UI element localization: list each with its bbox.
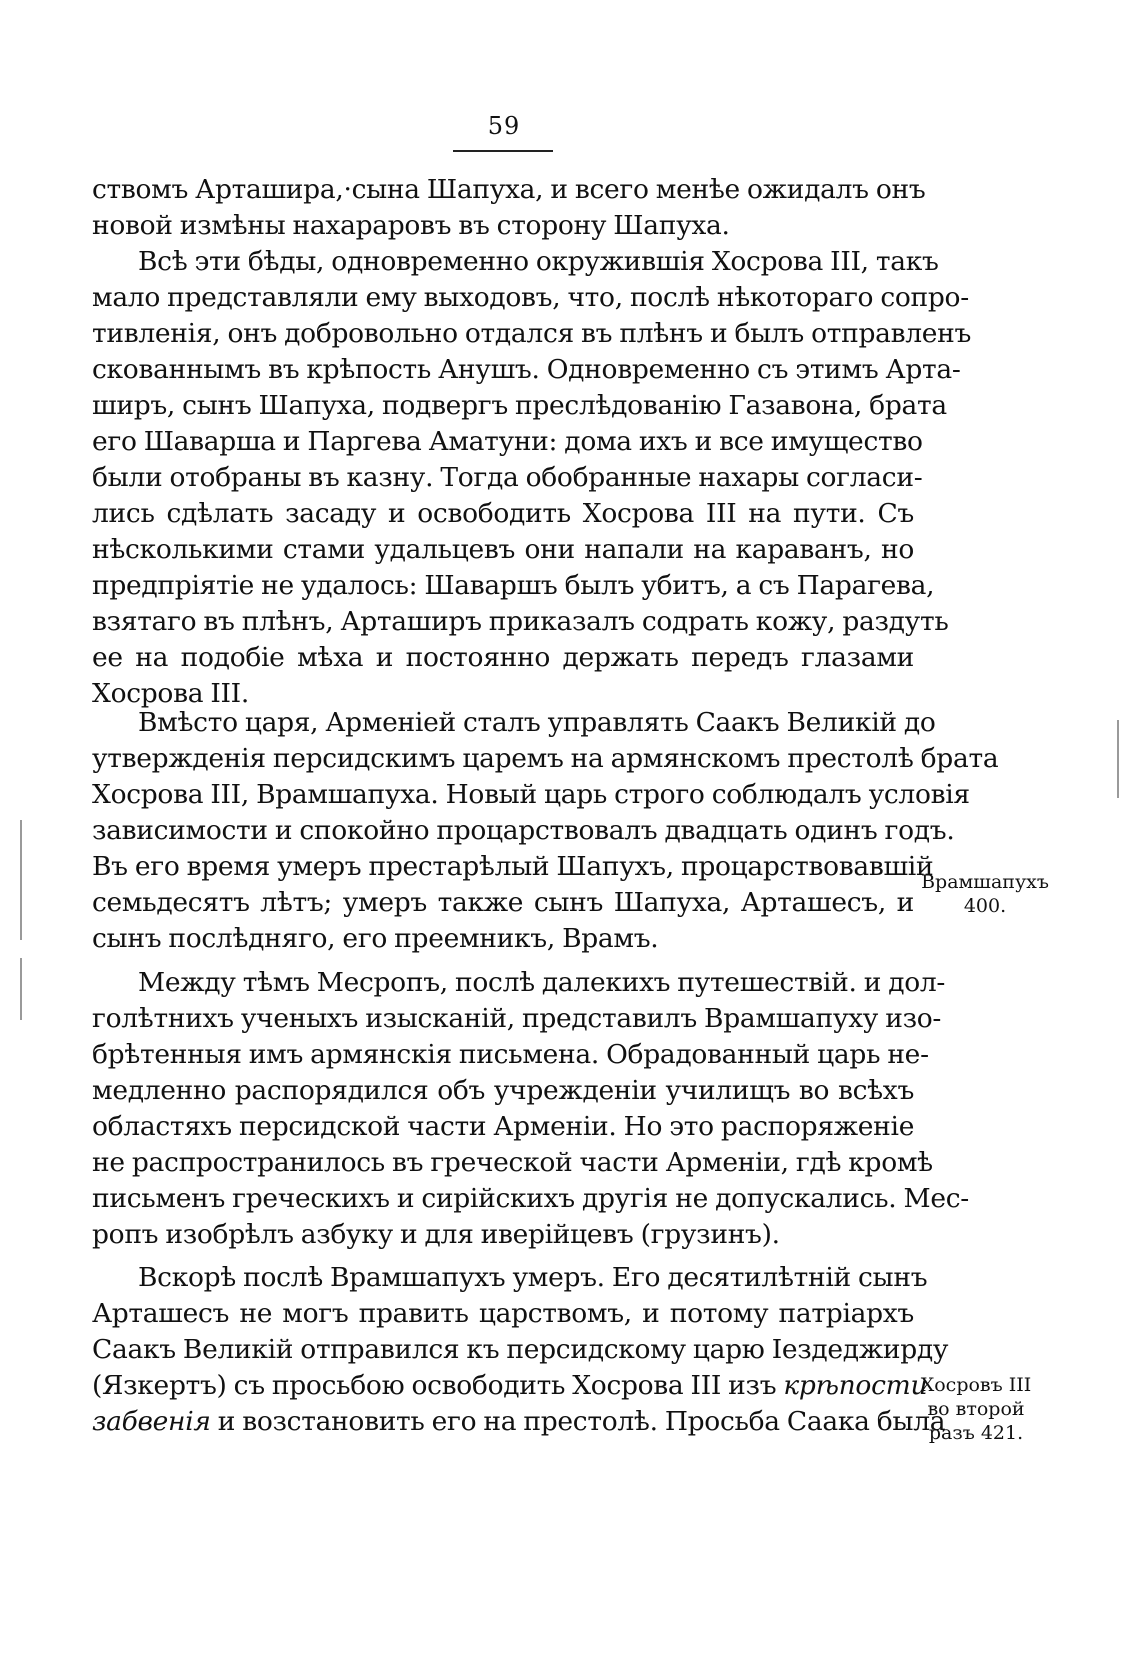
text-line: ствомъ Арташира,·сына Шапуха, и всего менѣе ожидалъ онъ xyxy=(92,174,926,205)
text-line: Всѣ эти бѣды, одновременно окружившія Хосрова III, такъ xyxy=(138,246,939,277)
emphasis-text: забвенія xyxy=(92,1406,211,1437)
text-line: лись сдѣлать засаду и освободить Хосрова III на пути. Съ xyxy=(92,498,914,529)
text-line: брѣтенныя имъ армянскія письмена. Обрадованный царь не- xyxy=(92,1039,929,1070)
text-fragment: (Язкертъ) съ просьбою освободить Хосрова III изъ xyxy=(92,1370,784,1401)
text-line: Вмѣсто царя, Арменіей сталъ управлять Саакъ Великій до xyxy=(138,707,936,738)
text-line: письменъ греческихъ и сирійскихъ другія не допускались. Мес- xyxy=(92,1183,969,1214)
text-line: взятаго въ плѣнъ, Арташиръ приказалъ содрать кожу, раздуть xyxy=(92,606,949,637)
text-line: голѣтнихъ ученыхъ изысканій, представилъ Врамшапуху изо- xyxy=(92,1003,942,1034)
margin-note-name: Врамшапухъ xyxy=(921,871,1049,893)
text-line: сынъ послѣдняго, его преемникъ, Врамъ. xyxy=(92,923,659,954)
text-block-1 xyxy=(92,172,972,712)
text-line: предпріятіе не удалось: Шаваршъ былъ убитъ, а съ Парагева, xyxy=(92,570,935,601)
text-line: Вскорѣ послѣ Врамшапухъ умеръ. Его десятилѣтній сынъ xyxy=(138,1262,928,1293)
text-line: скованнымъ въ крѣпость Анушъ. Одновременно съ этимъ Арта- xyxy=(92,354,961,385)
page-number-rule xyxy=(453,150,553,152)
text-line xyxy=(92,1368,928,1404)
text-line: Арташесъ не могъ править царствомъ, и потому патріархъ xyxy=(92,1298,914,1329)
text-line: ее на подобіе мѣха и постоянно держать передъ глазами xyxy=(92,642,914,673)
emphasis-text: крѣпости xyxy=(783,1370,928,1401)
text-block-4 xyxy=(92,1260,949,1440)
text-line: Между тѣмъ Месропъ, послѣ далекихъ путешествій. и дол- xyxy=(138,967,946,998)
text-line: тивленія, онъ добровольно отдался въ плѣнъ и былъ отправленъ xyxy=(92,318,972,349)
margin-note-line: Хосровъ III xyxy=(920,1374,1032,1396)
text-line: нѣсколькими стами удальцевъ они напали на караванъ, но xyxy=(92,534,914,565)
scan-mark-left xyxy=(20,820,22,940)
margin-note-year: 400. xyxy=(963,895,1007,917)
text-line: семьдесятъ лѣтъ; умеръ также сынъ Шапуха, Арташесъ, и xyxy=(92,887,914,918)
text-line: ропъ изобрѣлъ азбуку и для иверійцевъ (грузинъ). xyxy=(92,1219,780,1250)
scan-mark-left-lower xyxy=(20,958,22,1020)
margin-note-line: разъ 421. xyxy=(928,1422,1024,1444)
text-line: медленно распорядился объ учрежденіи училищъ во всѣхъ xyxy=(92,1075,914,1106)
text-line: не распространилось въ греческой части Арменіи, гдѣ кромѣ xyxy=(92,1147,933,1178)
margin-note-line: во второй xyxy=(927,1398,1025,1420)
text-line: Въ его время умеръ престарѣлый Шапухъ, процарствовавшій xyxy=(92,851,934,882)
text-line: Саакъ Великій отправился къ персидскому царю Іездеджирду xyxy=(92,1334,949,1365)
text-line: Хосрова III. xyxy=(92,678,249,709)
text-line: зависимости и спокойно процарствовалъ двадцать одинъ годъ. xyxy=(92,815,955,846)
page-number: 59 xyxy=(487,112,521,140)
margin-note-khosrov xyxy=(920,1373,1032,1445)
text-block-3 xyxy=(92,965,969,1253)
text-line: мало представляли ему выходовъ, что, послѣ нѣкотораго сопро- xyxy=(92,282,969,313)
margin-note-vramshapuh xyxy=(920,870,1050,918)
text-fragment: и возстановить его на престолѣ. Просьба Саака была xyxy=(210,1406,946,1437)
scan-mark-right xyxy=(1117,720,1119,798)
text-line: областяхъ персидской части Арменіи. Но это распоряженіе xyxy=(92,1111,915,1142)
text-line: ширъ, сынъ Шапуха, подвергъ преслѣдованію Газавона, брата xyxy=(92,390,947,421)
text-line: Хосрова III, Врамшапуха. Новый царь строго соблюдалъ условія xyxy=(92,779,970,810)
text-line xyxy=(92,1404,946,1440)
text-line: его Шаварша и Паргева Аматуни: дома ихъ и все имущество xyxy=(92,426,923,457)
text-line: утвержденія персидскимъ царемъ на армянскомъ престолѣ брата xyxy=(92,743,999,774)
text-line: новой измѣны нахараровъ въ сторону Шапуха. xyxy=(92,210,730,241)
text-line: были отобраны въ казну. Тогда обобранные нахары согласи- xyxy=(92,462,923,493)
